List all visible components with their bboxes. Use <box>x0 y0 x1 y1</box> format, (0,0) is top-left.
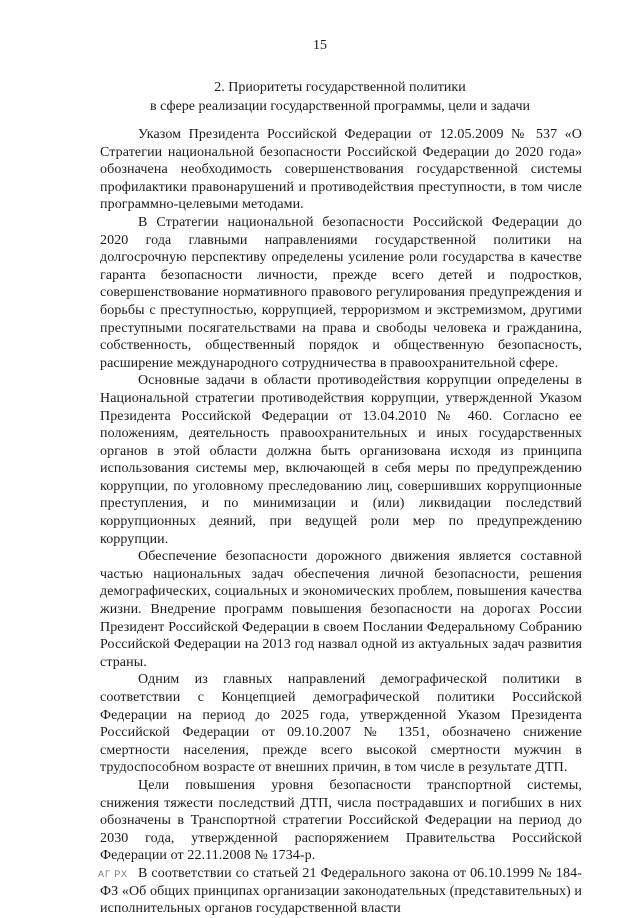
paragraph-anti-corruption: Основные задачи в области противодействия коррупции определены в Национальной стратегии противодействия коррупции, утвержденной Указом Президента Российской Федерации от 13.04.2010 № 460. Согласно ее положениям, деятельность правоохранительных и иных государственных органов в этой области должна быть организована исходя из принципа использования системы мер, включающей в себя меры по предупреждению коррупции, по уголовному преследованию лиц, совершивших коррупционные преступления, и по минимизации и (или) ликвидации последствий коррупционных деяний, при ведущей роли мер по предупреждению коррупции. <box>100 373 582 547</box>
footer-stamp: АГ РХ <box>98 869 128 879</box>
paragraph-demographic-policy: Одним из главных направлений демографической политики в соответствии с Концепцией демографической политики Российской Федерации на период до 2025 года, утвержденной Указом Президента Российской Федерации от 09.10.2007 № 1351, обозначено снижение смертности населения, прежде всего высокой смертности мужчин в трудоспособном возрасте от внешних причин, в том числе в результате ДТП. <box>100 672 582 776</box>
paragraph-national-security: В Стратегии национальной безопасности Российской Федерации до 2020 года главными направлениями государственной политики на долгосрочную перспективу определены усиление роли государства в качестве гаранта безопасности личности, прежде всего детей и подростков, совершенствование нормативного правового регулирования предупреждения и борьбы с преступностью, коррупцией, терроризмом и экстремизмом, другими преступными посягательствами на права и свободы человека и гражданина, собственность, общественный порядок и общественную безопасность, расширение международного сотрудничества в правоохранительной сфере. <box>100 214 582 371</box>
section-heading-line-2: в сфере реализации государственной программы, цели и задачи <box>150 99 530 114</box>
paragraph-transport-strategy: Цели повышения уровня безопасности транспортной системы, снижения тяжести последствий ДТП, числа пострадавших и погибших в них обозначены в Транспортной стратегии Российской Федерации на период до 2030 года, утвержденной распоряжением Правительства Российской Федерации от 22.11.2008 № 1734-р. <box>100 777 582 864</box>
paragraph-road-safety: Обеспечение безопасности дорожного движения является составной частью национальных задач обеспечения личной безопасности, решения демографических, социальных и экономических проблем, повышения качества жизни. Внедрение программ повышения безопасности на дорогах России Президент Российской Федерации в своем Послании Федеральному Собранию Российской Федерации на 2013 год назвал одной из актуальных задач развития страны. <box>100 549 582 670</box>
section-heading-line-1: 2. Приоритеты государственной политики <box>214 80 466 95</box>
paragraph-federal-law: В соответствии со статьей 21 Федерального закона от 06.10.1999 № 184-ФЗ «Об общих принципах организации законодательных (представительных) и исполнительных органов государственной власти <box>100 865 583 917</box>
section-heading <box>100 78 580 116</box>
page-number: 15 <box>313 38 327 53</box>
document-body <box>100 126 582 918</box>
paragraph-strategy-decree: Указом Президента Российской Федерации от 12.05.2009 № 537 «О Стратегии национальной безопасности Российской Федерации до 2020 года» обозначена необходимость совершенствования государственной системы профилактики правонарушений и противодействия преступности, в том числе программно-целевыми методами. <box>100 127 582 213</box>
